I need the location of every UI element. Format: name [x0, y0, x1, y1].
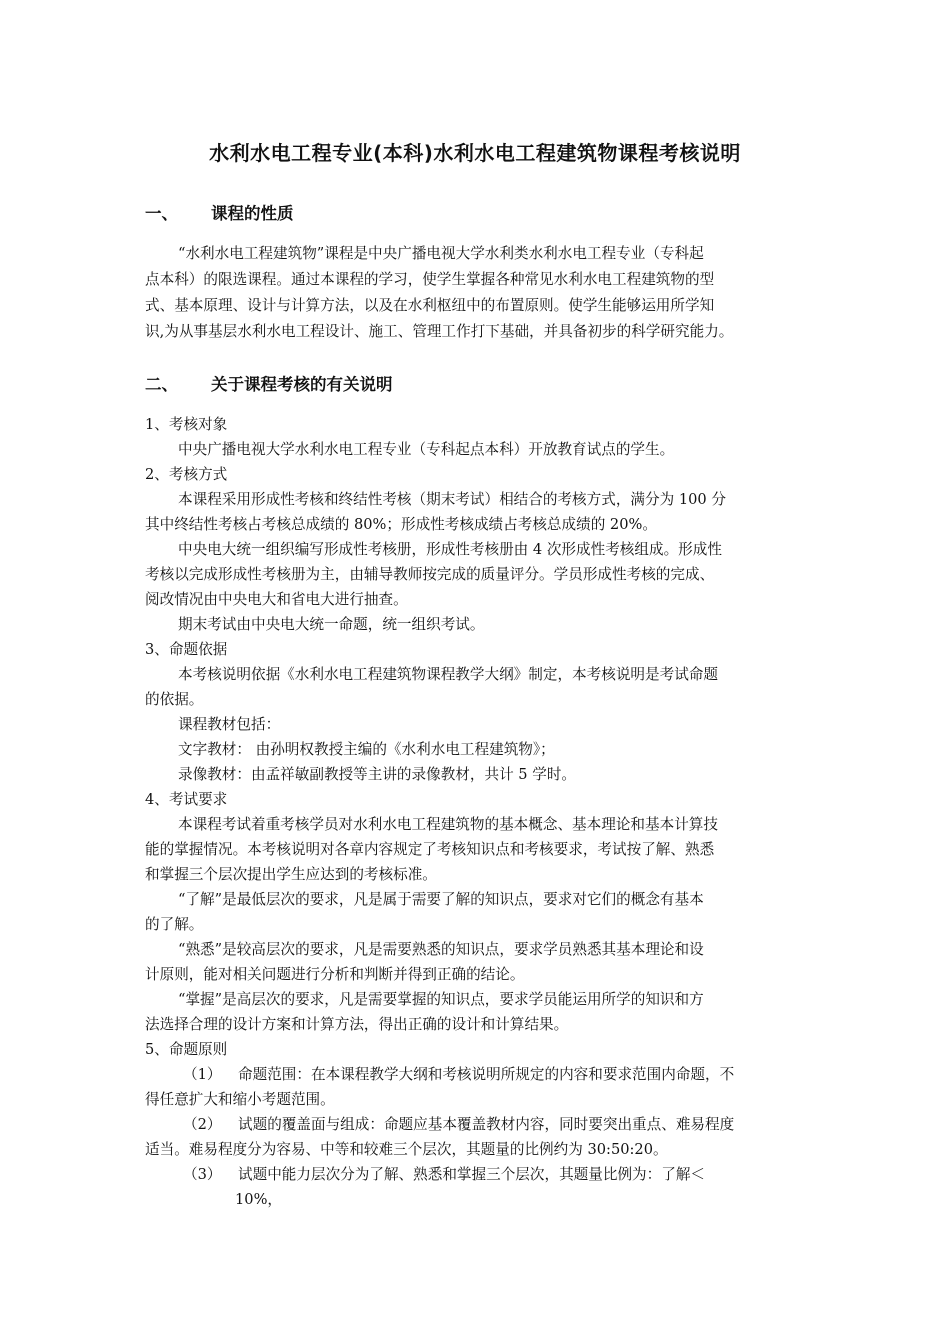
paragraph-line: 识,为从事基层水利水电工程设计、施工、管理工作打下基础，并具备初步的科学研究能力。	[145, 323, 734, 340]
section-title: 课程的性质	[211, 204, 294, 223]
paragraph-line: 点本科）的限选课程。通过本课程的学习，使学生掌握各种常见水利水电工程建筑物的型	[145, 271, 715, 288]
paragraph-line: “了解”是最低层次的要求，凡是属于需要了解的知识点，要求对它们的概念有基本	[178, 891, 704, 908]
subheading: 5、命题原则	[145, 1041, 228, 1058]
item-number: （2）	[183, 1116, 222, 1133]
list-item	[183, 1165, 705, 1185]
paragraph-line: 的依据。	[145, 691, 204, 708]
item-number: （1）	[183, 1066, 222, 1083]
paragraph-line: 得任意扩大和缩小考题范围。	[145, 1091, 335, 1108]
paragraph-line: “水利水电工程建筑物”课程是中央广播电视大学水利类水利水电工程专业（专科起	[178, 245, 704, 262]
paragraph-line: “熟悉”是较高层次的要求，凡是需要熟悉的知识点，要求学员熟悉其基本理论和设	[178, 941, 704, 958]
subheading: 3、命题依据	[145, 641, 228, 658]
list-item	[183, 1065, 734, 1085]
section-number: 一、	[145, 204, 178, 223]
paragraph-line: 期末考试由中央电大统一命题，统一组织考试。	[178, 616, 485, 633]
paragraph-line: 本考核说明依据《水利水电工程建筑物课程教学大纲》制定，本考核说明是考试命题	[178, 666, 718, 683]
section-number: 二、	[145, 375, 178, 394]
section-title: 关于课程考核的有关说明	[211, 375, 393, 394]
paragraph-line: 法选择合理的设计方案和计算方法，得出正确的设计和计算结果。	[145, 1016, 569, 1033]
subheading: 1、考核对象	[145, 416, 228, 433]
paragraph-line: 和掌握三个层次提出学生应达到的考核标准。	[145, 866, 437, 883]
document-title: 水利水电工程专业(本科)水利水电工程建筑物课程考核说明	[209, 141, 741, 165]
paragraph-line: 适当。难易程度分为容易、中等和较难三个层次，其题量的比例约为 30:50:20。	[145, 1141, 668, 1158]
paragraph-line: 的了解。	[145, 916, 204, 933]
item-text: 命题范围：在本课程教学大纲和考核说明所规定的内容和要求范围内命题，不	[238, 1066, 735, 1083]
paragraph-line: 计原则，能对相关问题进行分析和判断并得到正确的结论。	[145, 966, 525, 983]
subheading: 2、考核方式	[145, 466, 228, 483]
paragraph-line: 录像教材：由孟祥敏副教授等主讲的录像教材，共计 5 学时。	[178, 766, 577, 783]
paragraph-line: “掌握”是高层次的要求，凡是需要掌握的知识点，要求学员能运用所学的知识和方	[178, 991, 704, 1008]
item-text: 试题的覆盖面与组成：命题应基本覆盖教材内容，同时要突出重点、难易程度	[238, 1116, 735, 1133]
paragraph-line: 文字教材： 由孙明权教授主编的《水利水电工程建筑物》；	[178, 741, 555, 758]
subheading: 4、考试要求	[145, 791, 228, 808]
paragraph-line: 式、基本原理、设计与计算方法，以及在水利枢纽中的布置原则。使学生能够运用所学知	[145, 297, 715, 314]
paragraph-line: 本课程采用形成性考核和终结性考核（期末考试）相结合的考核方式，满分为 100 分	[178, 491, 726, 508]
paragraph-line: 其中终结性考核占考核总成绩的 80%；形成性考核成绩占考核总成绩的 20%。	[145, 516, 657, 533]
paragraph-line: 阅改情况由中央电大和省电大进行抽查。	[145, 591, 408, 608]
paragraph-line: 能的掌握情况。本考核说明对各章内容规定了考核知识点和考核要求，考试按了解、熟悉	[145, 841, 715, 858]
paragraph-line: 中央广播电视大学水利水电工程专业（专科起点本科）开放教育试点的学生。	[178, 441, 675, 458]
item-text: 试题中能力层次分为了解、熟悉和掌握三个层次，其题量比例为：了解＜	[238, 1166, 706, 1183]
paragraph-line: 课程教材包括：	[178, 716, 281, 733]
section-heading-2	[145, 371, 393, 395]
section-heading-1	[145, 200, 294, 224]
list-item	[183, 1115, 734, 1135]
paragraph-line: 中央电大统一组织编写形成性考核册，形成性考核册由 4 次形成性考核组成。形成性	[178, 541, 722, 558]
paragraph-line: 考核以完成形成性考核册为主，由辅导教师按完成的质量评分。学员形成性考核的完成、	[145, 566, 715, 583]
item-number: （3）	[183, 1166, 222, 1183]
paragraph-line: 本课程考试着重考核学员对水利水电工程建筑物的基本概念、基本理论和基本计算技	[178, 816, 718, 833]
paragraph-line: 10%，	[235, 1191, 283, 1208]
